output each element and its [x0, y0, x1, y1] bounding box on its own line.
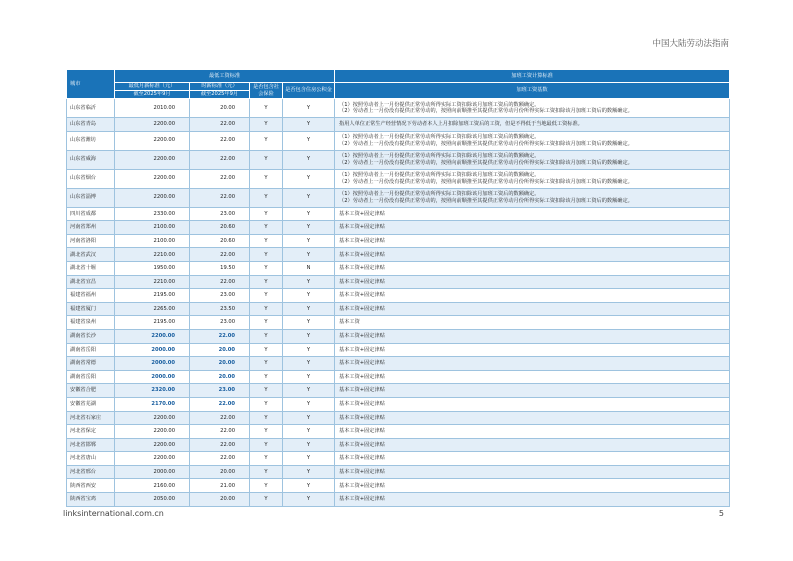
overtime-base-cell: 基本工资+固定津贴: [335, 343, 730, 357]
housing-fund-cell: Y: [283, 131, 335, 150]
table-row: [67, 289, 730, 303]
social-insurance-cell: Y: [250, 302, 283, 316]
monthly-wage-cell: 2200.00: [115, 150, 190, 169]
social-insurance-cell: Y: [250, 397, 283, 411]
hourly-wage-cell: 20.00: [190, 343, 250, 357]
hourly-wage-cell: 22.00: [190, 397, 250, 411]
housing-fund-cell: Y: [283, 248, 335, 262]
overtime-base-cell: （1）按照劳动者上一月份提供正常劳动所得实际工资扣除该月加班工资后的数额确定。 （2）劳动者上一月份没有提供正常劳动的，按照向前顺推至其提供正常劳动月份所得实际工资扣除该月加班工资后的数额确定。: [335, 131, 730, 150]
table-row: [67, 479, 730, 493]
housing-fund-cell: Y: [283, 411, 335, 425]
overtime-base-cell: 基本工资+固定津贴: [335, 493, 730, 507]
social-insurance-cell: Y: [250, 221, 283, 235]
social-insurance-header: 是否包含社会保险: [250, 83, 283, 99]
hourly-wage-date-header: 截至2025年9月: [190, 91, 250, 99]
hourly-wage-cell: 22.00: [190, 411, 250, 425]
housing-fund-cell: Y: [283, 275, 335, 289]
footer-website: linksinternational.com.cn: [63, 509, 164, 518]
social-insurance-cell: Y: [250, 150, 283, 169]
hourly-wage-cell: 22.00: [190, 452, 250, 466]
monthly-wage-cell: 2200.00: [115, 329, 190, 343]
overtime-base-cell: 基本工资+固定津贴: [335, 384, 730, 398]
housing-fund-cell: Y: [283, 357, 335, 371]
hourly-wage-cell: 22.00: [190, 131, 250, 150]
table-row: [67, 248, 730, 262]
table-row: [67, 99, 730, 118]
table-row: [67, 131, 730, 150]
social-insurance-cell: Y: [250, 425, 283, 439]
table-row: [67, 411, 730, 425]
table-row: [67, 493, 730, 507]
city-cell: 山东省临沂: [67, 99, 115, 118]
city-cell: 陕西省西安: [67, 479, 115, 493]
social-insurance-cell: Y: [250, 207, 283, 221]
overtime-group-header: 加班工资计算标准: [335, 70, 730, 83]
social-insurance-cell: Y: [250, 411, 283, 425]
housing-fund-cell: Y: [283, 452, 335, 466]
housing-fund-cell: Y: [283, 188, 335, 207]
social-insurance-cell: Y: [250, 438, 283, 452]
housing-fund-cell: Y: [283, 221, 335, 235]
table-row: [67, 188, 730, 207]
city-cell: 湖北省武汉: [67, 248, 115, 262]
hourly-wage-cell: 19.50: [190, 261, 250, 275]
city-cell: 河南省郑州: [67, 221, 115, 235]
hourly-wage-cell: 23.00: [190, 316, 250, 330]
hourly-wage-header: 时薪标准（元）: [190, 83, 250, 91]
overtime-base-cell: 基本工资+固定津贴: [335, 411, 730, 425]
social-insurance-cell: Y: [250, 118, 283, 132]
table-row: [67, 397, 730, 411]
monthly-wage-cell: 2200.00: [115, 169, 190, 188]
table-row: [67, 207, 730, 221]
city-cell: 福建省泉州: [67, 316, 115, 330]
city-cell: 山东省青岛: [67, 118, 115, 132]
table-row: [67, 357, 730, 371]
monthly-wage-cell: 2200.00: [115, 118, 190, 132]
table-body: [67, 99, 730, 507]
minimum-wage-table: [66, 69, 730, 507]
hourly-wage-cell: 22.00: [190, 329, 250, 343]
housing-fund-cell: Y: [283, 438, 335, 452]
monthly-wage-cell: 1950.00: [115, 261, 190, 275]
hourly-wage-cell: 20.00: [190, 99, 250, 118]
monthly-wage-cell: 2000.00: [115, 465, 190, 479]
city-cell: 安徽省芜湖: [67, 397, 115, 411]
overtime-base-cell: 基本工资: [335, 316, 730, 330]
housing-fund-cell: Y: [283, 397, 335, 411]
monthly-wage-cell: 2010.00: [115, 99, 190, 118]
social-insurance-cell: Y: [250, 261, 283, 275]
social-insurance-cell: Y: [250, 316, 283, 330]
monthly-wage-cell: 2200.00: [115, 131, 190, 150]
min-wage-group-header: 最低工资标准: [115, 70, 335, 83]
housing-fund-cell: Y: [283, 329, 335, 343]
city-cell: 湖南省岳阳: [67, 343, 115, 357]
table-row: [67, 261, 730, 275]
social-insurance-cell: Y: [250, 188, 283, 207]
table-row: [67, 452, 730, 466]
city-cell: 山东省威海: [67, 150, 115, 169]
header-row-columns: [67, 83, 730, 91]
overtime-base-cell: （1）按照劳动者上一月份提供正常劳动所得实际工资扣除该月加班工资后的数额确定。 （2）劳动者上一月份没有提供正常劳动的，按照向前顺推至其提供正常劳动月份所得实际工资扣除该月加班工资后的数额确定。: [335, 188, 730, 207]
monthly-wage-cell: 2100.00: [115, 234, 190, 248]
city-cell: 河北省石家庄: [67, 411, 115, 425]
city-cell: 山东省烟台: [67, 169, 115, 188]
overtime-base-cell: （1）按照劳动者上一月份提供正常劳动所得实际工资扣除该月加班工资后的数额确定。 （2）劳动者上一月份没有提供正常劳动的，按照向前顺推至其提供正常劳动月份所得实际工资扣除该月加班工资后的数额确定。: [335, 99, 730, 118]
housing-fund-cell: Y: [283, 169, 335, 188]
hourly-wage-cell: 23.50: [190, 302, 250, 316]
city-cell: 四川省成都: [67, 207, 115, 221]
housing-fund-cell: Y: [283, 343, 335, 357]
monthly-wage-header: 最低月薪标准（元）: [115, 83, 190, 91]
overtime-base-cell: 基本工资+固定津贴: [335, 289, 730, 303]
hourly-wage-cell: 22.00: [190, 275, 250, 289]
hourly-wage-cell: 22.00: [190, 188, 250, 207]
overtime-base-cell: 基本工资+固定津贴: [335, 207, 730, 221]
monthly-wage-cell: 2200.00: [115, 188, 190, 207]
table-row: [67, 384, 730, 398]
social-insurance-cell: Y: [250, 465, 283, 479]
hourly-wage-cell: 22.00: [190, 438, 250, 452]
city-cell: 湖南省长沙: [67, 329, 115, 343]
housing-fund-cell: Y: [283, 302, 335, 316]
social-insurance-cell: Y: [250, 452, 283, 466]
city-cell: 湖北省宜昌: [67, 275, 115, 289]
monthly-wage-cell: 2100.00: [115, 221, 190, 235]
page-header-title: 中国大陆劳动法指南: [652, 39, 729, 49]
city-cell: 安徽省合肥: [67, 384, 115, 398]
housing-fund-cell: Y: [283, 425, 335, 439]
monthly-wage-cell: 2265.00: [115, 302, 190, 316]
page-number: 5: [718, 509, 724, 518]
overtime-base-cell: 基本工资+固定津贴: [335, 248, 730, 262]
overtime-base-header: 加班工资基数: [335, 83, 730, 99]
social-insurance-cell: Y: [250, 289, 283, 303]
housing-fund-cell: Y: [283, 207, 335, 221]
table-row: [67, 118, 730, 132]
social-insurance-cell: Y: [250, 248, 283, 262]
city-cell: 湖南省岳阳: [67, 370, 115, 384]
overtime-base-cell: 基本工资+固定津贴: [335, 234, 730, 248]
table-row: [67, 370, 730, 384]
table-row: [67, 221, 730, 235]
housing-fund-header: 是否包含住房公积金: [283, 83, 335, 99]
hourly-wage-cell: 20.00: [190, 370, 250, 384]
hourly-wage-cell: 22.00: [190, 248, 250, 262]
overtime-base-cell: 基本工资+固定津贴: [335, 329, 730, 343]
overtime-base-cell: （1）按照劳动者上一月份提供正常劳动所得实际工资扣除该月加班工资后的数额确定。 （2）劳动者上一月份没有提供正常劳动的，按照向前顺推至其提供正常劳动月份所得实际工资扣除该月加班工资后的数额确定。: [335, 169, 730, 188]
overtime-base-cell: 基本工资+固定津贴: [335, 465, 730, 479]
city-cell: 河南省洛阳: [67, 234, 115, 248]
monthly-wage-cell: 2170.00: [115, 397, 190, 411]
hourly-wage-cell: 20.60: [190, 234, 250, 248]
hourly-wage-cell: 20.60: [190, 221, 250, 235]
city-cell: 福建省福州: [67, 289, 115, 303]
table-row: [67, 465, 730, 479]
overtime-base-cell: 基本工资+固定津贴: [335, 425, 730, 439]
table-row: [67, 438, 730, 452]
monthly-wage-cell: 2200.00: [115, 425, 190, 439]
housing-fund-cell: N: [283, 261, 335, 275]
hourly-wage-cell: 22.00: [190, 118, 250, 132]
overtime-base-cell: 基本工资+固定津贴: [335, 261, 730, 275]
social-insurance-cell: Y: [250, 131, 283, 150]
table-row: [67, 150, 730, 169]
housing-fund-cell: Y: [283, 99, 335, 118]
overtime-base-cell: 基本工资+固定津贴: [335, 275, 730, 289]
monthly-wage-cell: 2160.00: [115, 479, 190, 493]
monthly-wage-cell: 2195.00: [115, 316, 190, 330]
social-insurance-cell: Y: [250, 99, 283, 118]
hourly-wage-cell: 23.00: [190, 207, 250, 221]
housing-fund-cell: Y: [283, 150, 335, 169]
housing-fund-cell: Y: [283, 384, 335, 398]
monthly-wage-cell: 2200.00: [115, 411, 190, 425]
social-insurance-cell: Y: [250, 357, 283, 371]
hourly-wage-cell: 20.00: [190, 465, 250, 479]
social-insurance-cell: Y: [250, 479, 283, 493]
hourly-wage-cell: 23.00: [190, 289, 250, 303]
monthly-wage-cell: 2000.00: [115, 343, 190, 357]
table-row: [67, 275, 730, 289]
table-row: [67, 343, 730, 357]
housing-fund-cell: Y: [283, 465, 335, 479]
housing-fund-cell: Y: [283, 118, 335, 132]
overtime-base-cell: 指用人单位正常生产经营情况下劳动者本人上月扣除加班工资后的工资，但是不得低于当地最低工资标准。: [335, 118, 730, 132]
monthly-wage-cell: 2000.00: [115, 357, 190, 371]
hourly-wage-cell: 22.00: [190, 425, 250, 439]
table-row: [67, 234, 730, 248]
monthly-wage-cell: 2210.00: [115, 275, 190, 289]
hourly-wage-cell: 23.00: [190, 384, 250, 398]
social-insurance-cell: Y: [250, 370, 283, 384]
monthly-wage-cell: 2320.00: [115, 384, 190, 398]
table-row: [67, 316, 730, 330]
housing-fund-cell: Y: [283, 493, 335, 507]
social-insurance-cell: Y: [250, 329, 283, 343]
monthly-wage-date-header: 截至2025年9月: [115, 91, 190, 99]
overtime-base-cell: 基本工资+固定津贴: [335, 479, 730, 493]
monthly-wage-cell: 2195.00: [115, 289, 190, 303]
overtime-base-cell: 基本工资+固定津贴: [335, 302, 730, 316]
overtime-base-cell: （1）按照劳动者上一月份提供正常劳动所得实际工资扣除该月加班工资后的数额确定。 （2）劳动者上一月份没有提供正常劳动的，按照向前顺推至其提供正常劳动月份所得实际工资扣除该月加班工资后的数额确定。: [335, 150, 730, 169]
housing-fund-cell: Y: [283, 370, 335, 384]
header-row-groups: [67, 70, 730, 83]
social-insurance-cell: Y: [250, 169, 283, 188]
housing-fund-cell: Y: [283, 289, 335, 303]
monthly-wage-cell: 2000.00: [115, 370, 190, 384]
hourly-wage-cell: 20.00: [190, 493, 250, 507]
social-insurance-cell: Y: [250, 384, 283, 398]
city-cell: 河北省邯郸: [67, 438, 115, 452]
city-cell: 河北省邢台: [67, 465, 115, 479]
monthly-wage-cell: 2050.00: [115, 493, 190, 507]
city-column-header: 城市: [67, 70, 115, 99]
overtime-base-cell: 基本工资+固定津贴: [335, 397, 730, 411]
hourly-wage-cell: 22.00: [190, 150, 250, 169]
social-insurance-cell: Y: [250, 275, 283, 289]
hourly-wage-cell: 22.00: [190, 169, 250, 188]
monthly-wage-cell: 2330.00: [115, 207, 190, 221]
overtime-base-cell: 基本工资+固定津贴: [335, 221, 730, 235]
city-cell: 河北省保定: [67, 425, 115, 439]
hourly-wage-cell: 20.00: [190, 357, 250, 371]
city-cell: 山东省潍坊: [67, 131, 115, 150]
monthly-wage-cell: 2210.00: [115, 248, 190, 262]
social-insurance-cell: Y: [250, 493, 283, 507]
table-row: [67, 329, 730, 343]
table-row: [67, 169, 730, 188]
monthly-wage-cell: 2200.00: [115, 438, 190, 452]
overtime-base-cell: 基本工资+固定津贴: [335, 452, 730, 466]
housing-fund-cell: Y: [283, 234, 335, 248]
social-insurance-cell: Y: [250, 343, 283, 357]
housing-fund-cell: Y: [283, 479, 335, 493]
city-cell: 山东省淄博: [67, 188, 115, 207]
social-insurance-cell: Y: [250, 234, 283, 248]
hourly-wage-cell: 21.00: [190, 479, 250, 493]
city-cell: 湖南省常德: [67, 357, 115, 371]
housing-fund-cell: Y: [283, 316, 335, 330]
overtime-base-cell: 基本工资+固定津贴: [335, 438, 730, 452]
overtime-base-cell: 基本工资+固定津贴: [335, 357, 730, 371]
city-cell: 福建省厦门: [67, 302, 115, 316]
table-row: [67, 302, 730, 316]
city-cell: 河北省唐山: [67, 452, 115, 466]
city-cell: 陕西省宝鸡: [67, 493, 115, 507]
overtime-base-cell: 基本工资+固定津贴: [335, 370, 730, 384]
city-cell: 湖北省十堰: [67, 261, 115, 275]
table-row: [67, 425, 730, 439]
monthly-wage-cell: 2200.00: [115, 452, 190, 466]
